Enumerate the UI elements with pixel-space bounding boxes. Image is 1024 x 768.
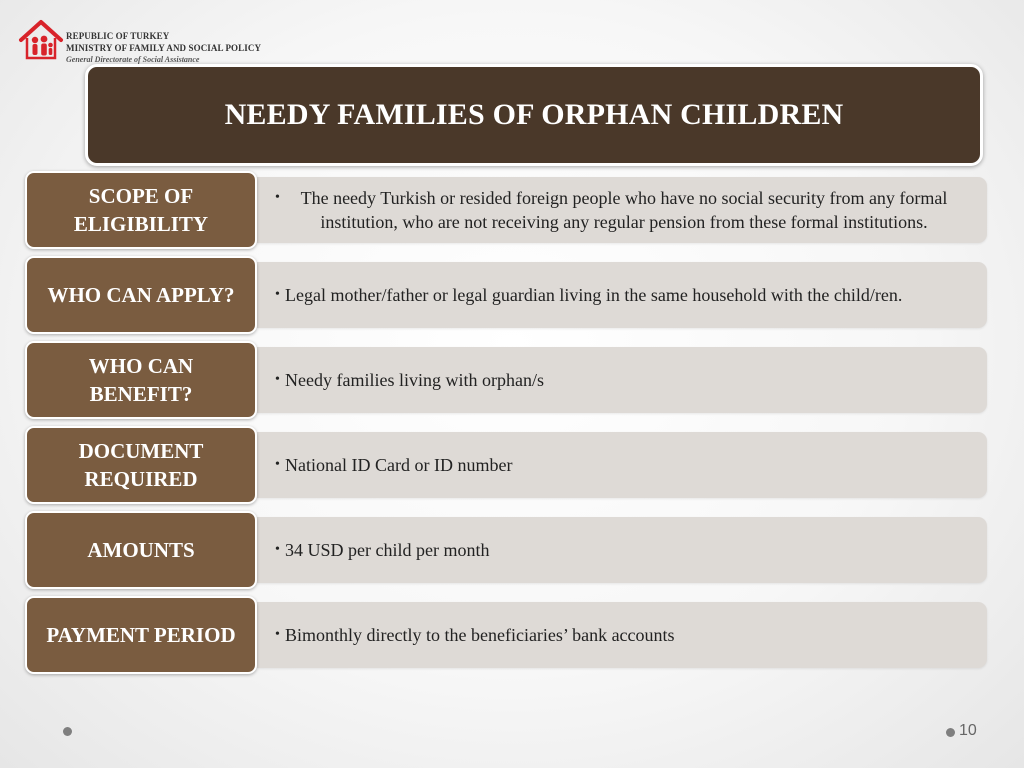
ministry-header (66, 30, 261, 65)
row-content (257, 347, 987, 413)
title-banner (85, 64, 983, 166)
row-text: Needy families living with orphan/s (285, 370, 544, 390)
bullet-icon: • (275, 542, 280, 557)
row-content (257, 432, 987, 498)
row-text: 34 USD per child per month (285, 540, 490, 560)
row-label: DOCUMENT REQUIRED (25, 426, 257, 504)
bullet-icon: • (275, 190, 280, 205)
row-label: AMOUNTS (25, 511, 257, 589)
family-house-logo-icon (18, 18, 64, 62)
decorative-dot-left (63, 727, 72, 736)
row-amounts (25, 511, 988, 591)
bullet-icon: • (275, 457, 280, 472)
row-content (257, 177, 987, 243)
row-text: Bimonthly directly to the beneficiaries’ bank accounts (285, 625, 675, 645)
row-who-can-apply (25, 256, 988, 336)
decorative-dot-right (946, 728, 955, 737)
bullet-icon: • (275, 287, 280, 302)
row-who-can-benefit (25, 341, 988, 421)
ministry-line-1: REPUBLIC OF TURKEY (66, 31, 170, 41)
row-document-required (25, 426, 988, 506)
ministry-line-2: MINISTRY OF FAMILY AND SOCIAL POLICY (66, 43, 262, 53)
bullet-icon: • (275, 372, 280, 387)
row-label: WHO CAN APPLY? (25, 256, 257, 334)
row-label: SCOPE OF ELIGIBILITY (25, 171, 257, 249)
row-content (257, 262, 987, 328)
page-number: 10 (959, 722, 977, 739)
page-title: NEEDY FAMILIES OF ORPHAN CHILDREN (224, 98, 844, 131)
row-payment-period (25, 596, 988, 676)
row-content (257, 602, 987, 668)
row-content (257, 517, 987, 583)
row-scope-of-eligibility (25, 171, 988, 251)
row-text: The needy Turkish or resided foreign people who have no social security from any formal institution, who are not receiving any regular pension from these formal institutions. (300, 188, 948, 232)
bullet-icon: • (275, 627, 280, 642)
row-text: Legal mother/father or legal guardian living in the same household with the child/ren. (285, 285, 903, 305)
row-label: WHO CAN BENEFIT? (25, 341, 257, 419)
ministry-line-3: General Directorate of Social Assistance (66, 55, 200, 64)
row-label: PAYMENT PERIOD (25, 596, 257, 674)
row-text: National ID Card or ID number (285, 455, 513, 475)
